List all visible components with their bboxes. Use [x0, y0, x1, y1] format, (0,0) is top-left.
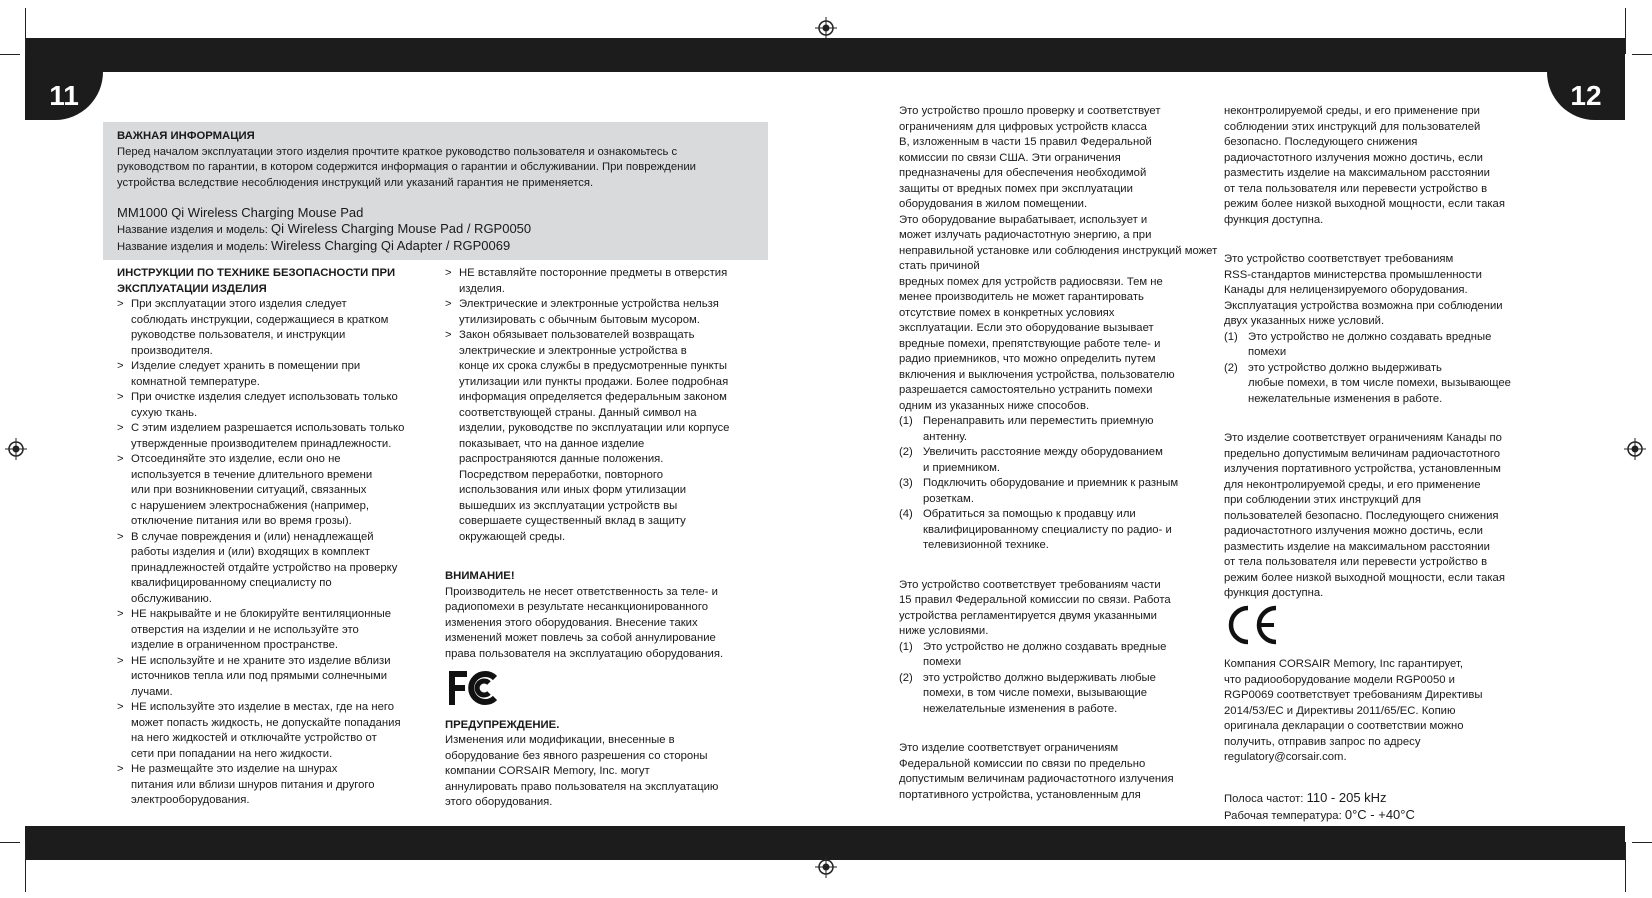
fcc-rf-line: портативного устройства, установленным для — [899, 788, 1141, 801]
list-item — [117, 359, 427, 390]
list-item-line: отключение питания или во время грозы). — [131, 515, 352, 527]
fcc-part15-line: 15 правил Федеральной комиссии по связи. Работа — [899, 594, 1171, 606]
list-item-line: окружающей среды. — [459, 530, 566, 543]
ce-line: что радиооборудование модели RGP0050 и — [1224, 673, 1455, 686]
canada-rf-line: режим более низкой выходной мощности, если такая — [1224, 571, 1505, 584]
rf-continued-line: функция доступна. — [1224, 213, 1324, 226]
rf-continued-line: режим более низкой выходной мощности, если такая — [1224, 198, 1505, 210]
fcc-intro-line: эксплуатации. Если это оборудование вызывает — [899, 322, 1154, 334]
canada-rf-line: излучения портативного устройства, установленным — [1224, 463, 1501, 475]
list-item-line: с нарушением электроснабжения (например, — [131, 499, 370, 512]
canada-rf-line: Это изделие соответствует ограничениям Канады по — [1224, 432, 1502, 444]
warning-line: этого оборудования. — [445, 796, 553, 808]
list-item — [445, 328, 765, 545]
fcc-intro-line: может излучать радиочастотную энергию, а при — [899, 229, 1152, 241]
ce-line: оригинала декларации о соответствии можно — [1224, 720, 1464, 732]
list-item — [117, 421, 427, 452]
canada-rf-line: радиочастотного излучения можно достичь, если — [1224, 525, 1483, 537]
safety-continued-column — [445, 266, 765, 811]
safety-column — [117, 266, 427, 809]
list-item — [117, 607, 427, 654]
numbered-item — [899, 414, 1219, 445]
numbered-item — [899, 507, 1219, 554]
numbered-item — [899, 640, 1219, 671]
list-item-line: сети при попадании на него жидкости. — [131, 747, 333, 760]
band-value: 110 - 205 kHz — [1306, 789, 1387, 805]
ce-mark-icon — [1224, 604, 1280, 646]
list-item-line: или при возникновении ситуаций, связанных — [131, 484, 367, 496]
list-item-line: информация определяется федеральным законом — [459, 391, 727, 403]
fcc-measures-list — [899, 414, 1219, 554]
canada-conditions-list — [1224, 330, 1544, 408]
fcc-intro-line: ограничениям для цифровых устройств класса — [899, 120, 1147, 133]
important-line: устройства вследствие несоблюдения инструкций или указаний гарантия не применяется. — [117, 176, 594, 189]
canada-rf-line: функция доступна. — [1224, 587, 1324, 599]
list-item-line: > Закон обязывает пользователей возвращать — [459, 329, 695, 341]
list-item — [445, 266, 765, 297]
fcc-intro-line: Это устройство прошло проверку и соответствует — [899, 105, 1161, 117]
warning-line: аннулировать право пользователя на эксплуатацию — [445, 780, 719, 793]
numbered-item — [1224, 361, 1544, 408]
important-info-box — [103, 122, 768, 260]
important-line: руководством по гарантии, в котором содержится информация о гарантии и обслуживании. При повреждении — [117, 161, 696, 173]
rss-line: RSS-стандартов министерства промышленности — [1224, 268, 1482, 281]
list-item-line: комнатной температуре. — [131, 375, 260, 388]
list-item-line: вышедших из эксплуатации устройств вы — [459, 499, 678, 512]
item-number: (4) — [899, 508, 913, 520]
canada-rf-line: при соблюдении этих инструкций для — [1224, 494, 1421, 506]
page-number-right: 12 — [1547, 72, 1625, 120]
rss-line: Эксплуатация устройства возможна при соблюдении — [1224, 299, 1503, 312]
numbered-item-line: это устройство должно выдерживать — [1248, 361, 1442, 374]
canada-column — [1224, 104, 1544, 825]
fcc-intro-line: включения и выключения устройства, пользователю — [899, 368, 1175, 381]
safety-title-line: ЭКСПЛУАТАЦИИ ИЗДЕЛИЯ — [117, 282, 267, 295]
attention-line: изменений может повлечь за собой аннулирование — [445, 632, 716, 644]
numbered-item-line: квалифицированному специалисту по радио- и — [923, 523, 1172, 536]
list-item-line: утилизировать с обычным бытовым мусором. — [459, 313, 700, 326]
top-band — [25, 38, 1625, 72]
ce-declaration — [1224, 657, 1544, 766]
canada-rf-line: пользователей безопасно. Последующего снижения — [1224, 509, 1499, 522]
fcc-part15 — [899, 578, 1219, 640]
fcc-intro — [899, 104, 1219, 414]
list-item — [445, 297, 765, 328]
important-line: Перед началом эксплуатации этого изделия прочтите краткое руководство пользователя и ознакомьтесь с — [117, 145, 678, 158]
item-number: (2) — [899, 446, 913, 458]
fcc-rf-exposure — [899, 741, 1219, 803]
list-item-line: производителя. — [131, 344, 213, 357]
numbered-item-line: Это устройство не должно создавать вредные — [1248, 330, 1492, 343]
crop-mark — [25, 842, 26, 892]
numbered-item-line: помехи, в том числе помехи, вызывающие — [923, 687, 1148, 699]
model-value: Wireless Charging Qi Adapter / RGP0069 — [271, 238, 511, 253]
list-item-line: соответствующей страны. Данный символ на — [459, 406, 697, 419]
list-item-line: использования или иных форм утилизации — [459, 484, 687, 496]
list-item-line: соблюдать инструкции, содержащиеся в кратком — [131, 313, 389, 326]
product-name: MM1000 Qi Wireless Charging Mouse Pad — [117, 205, 364, 220]
fcc-part15-line: устройства регламентируется двумя указанными — [899, 609, 1157, 622]
fcc-intro-line: вредных помех для устройств радиосвязи. Тем не — [899, 275, 1163, 288]
list-item-line: конце их срока службы в предусмотренные пункты — [459, 360, 727, 372]
safety-title-line: ИНСТРУКЦИИ ПО ТЕХНИКЕ БЕЗОПАСНОСТИ ПРИ — [117, 267, 396, 279]
temp-label: Рабочая температура: — [1224, 810, 1342, 822]
crop-mark — [25, 8, 26, 54]
registration-mark-icon — [815, 856, 837, 878]
item-number: (1) — [899, 415, 913, 427]
list-item-line: утвержденные производителем принадлежности. — [131, 437, 392, 450]
safety-list-continued — [445, 266, 765, 545]
attention-line: права пользователя на эксплуатацию оборудования. — [445, 647, 724, 660]
list-item — [117, 390, 427, 421]
safety-list — [117, 297, 427, 809]
list-item-line: > НЕ используйте и не храните это изделие вблизи — [131, 654, 391, 667]
rss-line: Это устройство соответствует требованиям — [1224, 253, 1454, 265]
list-item-line: работы изделия и (или) входящих в комплект — [131, 546, 370, 558]
numbered-item-line: Это устройство не должно создавать вредные — [923, 640, 1167, 653]
fcc-intro-line: неправильной установке или соблюдения инструкций может стать причиной — [899, 244, 1218, 272]
safety-title — [117, 266, 427, 297]
rf-exposure-continued — [1224, 104, 1544, 228]
ce-line: 2014/53/EC и Директивы 2011/65/EC. Копию — [1224, 704, 1456, 717]
item-number: (2) — [899, 671, 913, 684]
crop-mark — [1625, 842, 1626, 892]
item-number: (1) — [899, 640, 913, 653]
list-item-line: показывает, что на данное изделие — [459, 437, 645, 450]
list-item — [117, 530, 427, 608]
attention-title: ВНИМАНИЕ! — [445, 570, 515, 582]
list-item — [117, 654, 427, 701]
numbered-item-line: антенну. — [923, 430, 967, 443]
attention-line: Производитель не несет ответственность за теле- и — [445, 585, 718, 598]
important-title: ВАЖНАЯ ИНФОРМАЦИЯ — [117, 130, 255, 142]
numbered-item-line: Перенаправить или переместить приемную — [923, 415, 1154, 427]
numbered-item-line: нежелательные изменения в работе. — [923, 702, 1118, 715]
list-item-line: > НЕ используйте это изделие в местах, где на него — [131, 701, 395, 713]
list-item — [117, 700, 427, 762]
warning-title: ПРЕДУПРЕЖДЕНИЕ. — [445, 718, 560, 731]
ce-line: получить, отправив запрос по адресу — [1224, 735, 1421, 748]
numbered-item-line: любые помехи, в том числе помехи, вызывающее — [1248, 377, 1511, 389]
fcc-rf-line: Это изделие соответствует ограничениям — [899, 742, 1119, 754]
fcc-intro-line: разрешается самостоятельно устранить помехи — [899, 384, 1153, 396]
list-item — [117, 762, 427, 809]
numbered-item — [899, 671, 1219, 718]
attention-line: изменения этого оборудования. Внесение таких — [445, 616, 698, 629]
fcc-intro-line: радио приемников, что можно определить путем — [899, 353, 1156, 365]
list-item-line: > При очистке изделия следует использовать только — [131, 391, 398, 403]
temp-value: 0°C - +40°C — [1344, 807, 1415, 822]
registration-mark-icon — [1624, 438, 1646, 460]
bottom-band — [25, 826, 1625, 860]
canada-rf-line: для неконтролируемой среды, и его применение — [1224, 478, 1481, 491]
list-item-line: > С этим изделием разрешается использовать только — [131, 422, 405, 434]
numbered-item-line: и приемником. — [923, 461, 1001, 474]
rf-continued-line: от тела пользователя или перевести устройство в — [1224, 182, 1488, 195]
numbered-item-line: розеткам. — [923, 492, 974, 505]
fcc-intro-line: B, изложенным в части 15 правил Федеральной — [899, 136, 1152, 148]
numbered-item-line: Увеличить расстояние между оборудованием — [923, 446, 1163, 458]
ce-line: RGP0069 соответствует требованиям Директивы — [1224, 689, 1483, 701]
fcc-rf-line: Федеральной комиссии по связи по предельно — [899, 757, 1146, 770]
registration-mark-icon — [5, 438, 27, 460]
list-item-line: источников тепла или под прямыми солнечными — [131, 670, 388, 682]
numbered-item-line: Обратиться за помощью к продавцу или — [923, 508, 1136, 520]
list-item-line: > Не размещайте это изделие на шнурах — [131, 763, 338, 775]
registration-mark-icon — [815, 17, 837, 39]
list-item-line: используется в течение длительного времени — [131, 468, 373, 481]
list-item-line: руководстве пользователя, и инструкции — [131, 329, 346, 341]
numbered-item-line: помехи — [923, 656, 962, 668]
rf-continued-line: соблюдении этих инструкций для пользователей — [1224, 120, 1481, 133]
numbered-item — [899, 476, 1219, 507]
warning-text — [445, 733, 765, 811]
model-value: Qi Wireless Charging Mouse Pad / RGP0050 — [271, 220, 532, 236]
crop-mark — [0, 842, 20, 843]
canada-rf-line: разместить изделие на максимальном расстоянии — [1224, 540, 1490, 553]
rf-continued-line: радиочастотного излучения можно достичь, если — [1224, 151, 1483, 164]
fcc-intro-line: вредные помехи, препятствующие работе теле- и — [899, 337, 1161, 350]
warning-line: оборудование без явного разрешения со стороны — [445, 749, 708, 762]
list-item-line: электрические и электронные устройства в — [459, 344, 687, 357]
numbered-item — [899, 445, 1219, 476]
list-item-line: > НЕ накрывайте и не блокируйте вентиляционные — [131, 608, 392, 620]
fcc-intro-line: одним из указанных ниже способов. — [899, 399, 1090, 412]
fcc-intro-line: комиссии по связи США. Эти ограничения — [899, 151, 1121, 164]
list-item-line: изделии, руководстве по эксплуатации или корпусе — [459, 422, 730, 434]
list-item — [117, 452, 427, 530]
numbered-item — [1224, 330, 1544, 361]
model-label: Название изделия и модель: — [117, 223, 268, 236]
list-item-line: изделие в ограниченном пространстве. — [131, 639, 338, 651]
canada-rss — [1224, 252, 1544, 330]
fcc-rf-line: допустимым величинам радиочастотного излучения — [899, 773, 1174, 785]
band-label: Полоса частот: — [1224, 792, 1304, 805]
list-item-line: изделия. — [459, 282, 505, 295]
rss-line: Канады для нелицензируемого оборудования. — [1224, 284, 1468, 296]
ce-line: Компания CORSAIR Memory, Inc гарантирует, — [1224, 658, 1463, 670]
page-number-left: 11 — [25, 72, 103, 120]
fcc-intro-line: отсутствие помех в конкретных условиях — [899, 306, 1115, 319]
list-item-line: электрооборудования. — [131, 794, 250, 806]
list-item-line: может попасть жидкость, не допускайте попадания — [131, 716, 401, 729]
numbered-item-line: помехи — [1248, 346, 1287, 358]
fcc-intro-line: оборудования в жилом помещении. — [899, 198, 1088, 210]
fcc-intro-line: защиты от вредных помех при эксплуатации — [899, 182, 1133, 195]
list-item-line: питания или вблизи шнуров питания и другого — [131, 778, 375, 791]
list-item-line: Посредством переработки, повторного — [459, 468, 664, 481]
attention-line: радиопомехи в результате несанкционированного — [445, 601, 708, 613]
list-item-line: > В случае повреждения и (или) ненадлежащей — [131, 530, 374, 543]
ce-line: regulatory@corsair.com. — [1224, 751, 1347, 763]
list-item-line: утилизации или пункты продажи. Более подробная — [459, 375, 729, 388]
rf-continued-line: безопасно. Последующего снижения — [1224, 136, 1418, 148]
warning-line: компании CORSAIR Memory, Inc. могут — [445, 765, 650, 777]
list-item-line: отверстия на изделии и не используйте это — [131, 623, 359, 636]
list-item-line: лучами. — [131, 685, 173, 698]
attention-text — [445, 585, 765, 663]
item-number: (1) — [1224, 330, 1238, 343]
numbered-item-line: Подключить оборудование и приемник к разным — [923, 477, 1179, 489]
crop-mark — [1632, 842, 1652, 843]
rss-line: двух указанных ниже условий. — [1224, 315, 1385, 327]
rf-continued-line: разместить изделие на максимальном расстоянии — [1224, 167, 1490, 179]
warning-line: Изменения или модификации, внесенные в — [445, 734, 675, 746]
numbered-item-line: нежелательные изменения в работе. — [1248, 392, 1443, 405]
list-item-line: сухую ткань. — [131, 406, 198, 419]
fcc-intro-line: предназначены для обеспечения необходимой — [899, 167, 1147, 179]
list-item-line: обслуживанию. — [131, 592, 212, 605]
crop-mark — [1632, 54, 1652, 55]
list-item-line: принадлежностей отдайте устройство на проверку — [131, 561, 398, 574]
list-item-line: > Отсоединяйте это изделие, если оно не — [131, 453, 341, 465]
list-item-line: > Электрические и электронные устройства нельзя — [459, 298, 719, 310]
fcc-column — [899, 104, 1219, 803]
model-label: Название изделия и модель: — [117, 241, 268, 253]
numbered-item-line: телевизионной технике. — [923, 539, 1049, 551]
item-number: (2) — [1224, 361, 1238, 374]
fcc-intro-line: менее производитель не может гарантировать — [899, 291, 1144, 303]
crop-mark — [1625, 8, 1626, 54]
list-item-line: > НЕ вставляйте посторонние предметы в отверстия — [459, 267, 728, 279]
numbered-item-line: это устройство должно выдерживать любые — [923, 671, 1156, 684]
canada-rf-line: от тела пользователя или перевести устройство в — [1224, 556, 1488, 568]
canada-rf-line: предельно допустимым величинам радиочастотного — [1224, 447, 1501, 460]
list-item-line: совершаете существенный вклад в защиту — [459, 515, 686, 527]
canada-rf-exposure — [1224, 431, 1544, 602]
list-item-line: > При эксплуатации этого изделия следует — [131, 298, 347, 310]
fcc-logo-icon — [445, 668, 501, 708]
list-item-line: на него жидкостей и отключайте устройство от — [131, 732, 377, 744]
list-item-line: распространяются данные положения. — [459, 453, 664, 465]
rf-continued-line: неконтролируемой среды, и его применение при — [1224, 105, 1480, 117]
list-item-line: квалифицированному специалисту по — [131, 577, 332, 589]
fcc-part15-line: ниже условиями. — [899, 625, 989, 637]
item-number: (3) — [899, 477, 913, 489]
list-item — [117, 297, 427, 359]
list-item-line: > Изделие следует хранить в помещении при — [131, 360, 361, 372]
fcc-conditions-list — [899, 640, 1219, 718]
fcc-part15-line: Это устройство соответствует требованиям части — [899, 578, 1161, 591]
fcc-intro-line: Это оборудование вырабатывает, использует и — [899, 213, 1148, 226]
crop-mark — [0, 54, 20, 55]
